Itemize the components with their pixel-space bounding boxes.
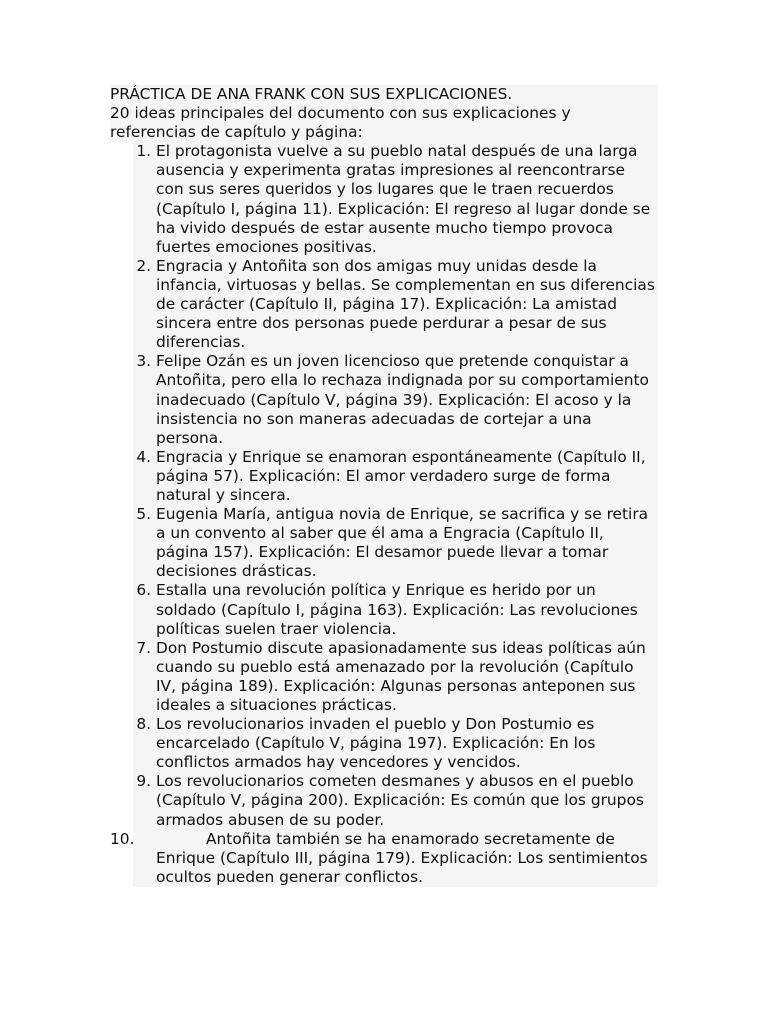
document-body <box>110 85 658 887</box>
document-intro-line-1: 20 ideas principales del documento con sus explicaciones y <box>110 104 571 123</box>
list-item <box>133 352 656 447</box>
list-item-number: 9. <box>136 772 151 791</box>
list-item-text: Felipe Ozán es un joven licencioso que pretende conquistar a Antoñita, pero ella lo rechaza indignada por su comportamiento inadecuado (Capítulo V, página 39). Explicación: El acoso y la insistencia no son maneras adecuadas de cortejar a una persona. <box>156 352 649 447</box>
list-item-text: Eugenia María, antigua novia de Enrique, se sacrifica y se retira a un convento al saber que él ama a Engracia (Capítulo II, página 157). Explicación: El desamor puede llevar a tomar decisiones drásticas. <box>156 505 649 581</box>
list-item-number: 1. <box>136 142 151 161</box>
list-item-number: 5. <box>136 505 151 524</box>
list-item <box>133 505 656 581</box>
list-item-text: Los revolucionarios cometen desmanes y abusos en el pueblo (Capítulo V, página 200). Explicación: Es común que los grupos armados abusen de su poder. <box>156 772 644 829</box>
list-item <box>133 257 656 352</box>
list-item <box>133 581 656 638</box>
document-title: PRÁCTICA DE ANA FRANK CON SUS EXPLICACIONES. <box>110 85 513 103</box>
list-item-text: Engracia y Enrique se enamoran espontáneamente (Capítulo II, página 57). Explicación: El amor verdadero surge de forma natural y sincera. <box>156 447 646 504</box>
list-item-number: 2. <box>136 256 151 275</box>
list-item-number: 7. <box>136 638 151 657</box>
list-item-text: Estalla una revolución política y Enrique es herido por un soldado (Capítulo I, página 163). Explicación: Las revoluciones políticas suelen traer violencia. <box>156 581 638 638</box>
list-item-text: Los revolucionarios invaden el pueblo y Don Postumio es encarcelado (Capítulo V, página 197). Explicación: En los conflictos armados hay vencedores y vencidos. <box>156 715 596 772</box>
list-item-number: 6. <box>136 581 151 600</box>
list-item <box>133 639 656 715</box>
list-item-text: Don Postumio discute apasionadamente sus ideas políticas aún cuando su pueblo está amenazado por la revolución (Capítulo IV, página 189). Explicación: Algunas personas anteponen sus ideales a situaciones prácticas. <box>156 638 646 714</box>
document-header <box>110 85 658 142</box>
list-item-text: Engracia y Antoñita son dos amigas muy unidas desde la infancia, virtuosas y bellas. Se complementan en sus diferencias de carácter (Capítulo II, página 17). Explicación: La amistad sincera entre dos personas puede perdurar a pesar de sus diferencias. <box>156 256 655 352</box>
ideas-list <box>110 142 658 887</box>
list-item <box>133 715 656 772</box>
list-item-text: El protagonista vuelve a su pueblo natal después de una larga ausencia y experimenta gratas impresiones al reencontrarse con sus seres queridos y los lugares que le traen recuerdos (Capítulo I, página 11). Explicación: El regreso al lugar donde se ha vivido después de estar ausente mucho tiempo provoca fuertes emociones positivas. <box>156 142 651 256</box>
list-item-number: 8. <box>136 715 151 734</box>
list-item-number: 4. <box>136 447 151 466</box>
list-item <box>133 142 656 257</box>
document-intro-line-2: referencias de capítulo y página: <box>110 123 363 142</box>
list-item <box>133 772 656 829</box>
list-item-number: 10. <box>110 829 135 848</box>
list-item <box>133 448 656 505</box>
list-item <box>110 829 656 887</box>
list-item-text-content: Antoñita también se ha enamorado secretamente de Enrique (Capítulo III, página 179). Explicación: Los sentimientos ocultos pueden generar conflictos. <box>156 829 648 886</box>
list-item-text <box>156 830 656 887</box>
list-item-number: 3. <box>136 352 151 371</box>
